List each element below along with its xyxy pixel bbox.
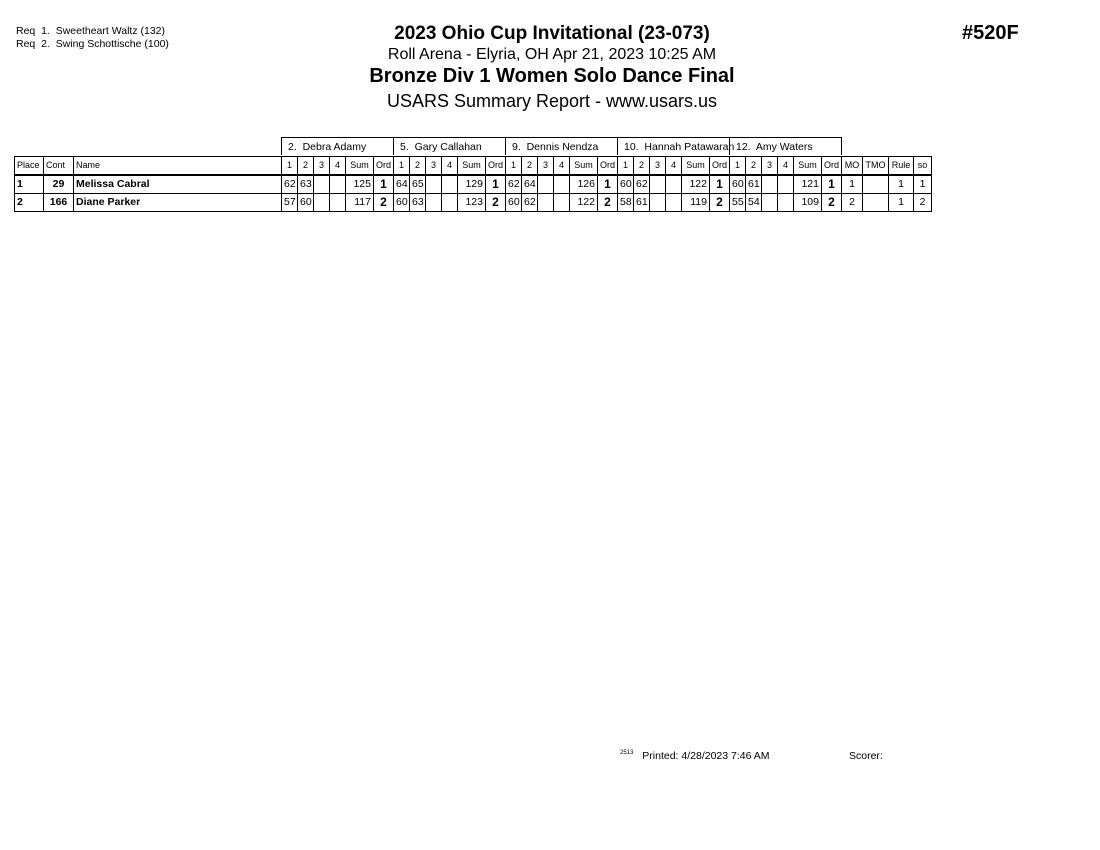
score-cell: 54 — [746, 194, 762, 212]
column-header-judge-sub: 4 — [554, 157, 570, 176]
column-header-judge-sub: 2 — [298, 157, 314, 176]
column-header-judge-sub: 4 — [778, 157, 794, 176]
column-header-judge-sub: Ord — [822, 157, 842, 176]
column-header-judge-sub: 3 — [762, 157, 778, 176]
score-cell — [538, 194, 554, 212]
scorer-label: Scorer: — [849, 750, 883, 762]
score-cell: 64 — [394, 175, 410, 194]
judge-name-header: 5. Gary Callahan — [393, 137, 506, 155]
mo-cell: 2 — [842, 194, 863, 212]
requirement-item: Req 2. Swing Schottische (100) — [16, 38, 169, 50]
column-header-tmo: TMO — [863, 157, 889, 176]
score-cell — [666, 194, 682, 212]
ordinal-cell: 1 — [822, 175, 842, 194]
column-header-judge-sub: Sum — [458, 157, 486, 176]
score-cell — [330, 175, 346, 194]
place-cell: 1 — [15, 175, 44, 194]
column-header-rule: Rule — [889, 157, 914, 176]
name-cell: Diane Parker — [74, 194, 282, 212]
score-cell: 63 — [298, 175, 314, 194]
column-header-judge-sub: 2 — [634, 157, 650, 176]
requirement-item: Req 1. Sweetheart Waltz (132) — [16, 25, 166, 37]
score-cell — [650, 175, 666, 194]
report-title: USARS Summary Report - www.usars.us — [386, 91, 718, 111]
score-cell: 65 — [410, 175, 426, 194]
column-header-judge-sub: 4 — [442, 157, 458, 176]
event-number: #520F — [962, 22, 1019, 44]
sum-cell: 126 — [570, 175, 598, 194]
column-header-judge-sub: Sum — [794, 157, 822, 176]
column-header-judge-sub: 1 — [282, 157, 298, 176]
column-header-judge-sub: 1 — [730, 157, 746, 176]
printed-footer — [620, 750, 770, 762]
ordinal-cell: 1 — [710, 175, 730, 194]
score-cell: 60 — [298, 194, 314, 212]
mo-cell: 1 — [842, 175, 863, 194]
ordinal-cell: 2 — [374, 194, 394, 212]
tmo-cell — [863, 194, 889, 212]
column-header-judge-sub: 4 — [330, 157, 346, 176]
score-cell — [778, 175, 794, 194]
rule-cell: 1 — [889, 175, 914, 194]
score-cell — [442, 194, 458, 212]
column-header-so: so — [914, 157, 932, 176]
table-row — [15, 194, 932, 212]
cont-cell: 166 — [44, 194, 74, 212]
score-cell — [426, 175, 442, 194]
score-cell: 62 — [522, 194, 538, 212]
score-cell: 63 — [410, 194, 426, 212]
score-cell: 60 — [506, 194, 522, 212]
ordinal-cell: 1 — [598, 175, 618, 194]
column-header-judge-sub: 2 — [410, 157, 426, 176]
score-cell: 58 — [618, 194, 634, 212]
score-cell: 55 — [730, 194, 746, 212]
score-cell: 62 — [506, 175, 522, 194]
column-header-judge-sub: Ord — [486, 157, 506, 176]
column-header-judge-sub: Ord — [710, 157, 730, 176]
column-header-name: Name — [74, 157, 282, 176]
column-header-row — [15, 157, 932, 176]
footer-code: 2513 — [620, 750, 634, 756]
score-cell — [314, 194, 330, 212]
judge-name-header: 2. Debra Adamy — [281, 137, 394, 155]
column-header-judge-sub: 3 — [650, 157, 666, 176]
ordinal-cell: 2 — [822, 194, 842, 212]
column-header-judge-sub: Sum — [346, 157, 374, 176]
column-header-judge-sub: 2 — [746, 157, 762, 176]
column-header-judge-sub: 2 — [522, 157, 538, 176]
score-cell: 57 — [282, 194, 298, 212]
score-cell — [666, 175, 682, 194]
column-header-cont: Cont — [44, 157, 74, 176]
rule-cell: 1 — [889, 194, 914, 212]
column-header-place: Place — [15, 157, 44, 176]
score-cell — [538, 175, 554, 194]
score-cell — [762, 175, 778, 194]
score-cell: 60 — [730, 175, 746, 194]
score-cell: 60 — [394, 194, 410, 212]
column-header-judge-sub: 3 — [538, 157, 554, 176]
column-header-judge-sub: Sum — [570, 157, 598, 176]
sum-cell: 129 — [458, 175, 486, 194]
score-cell — [442, 175, 458, 194]
score-cell — [330, 194, 346, 212]
column-header-judge-sub: 4 — [666, 157, 682, 176]
column-header-judge-sub: 3 — [426, 157, 442, 176]
ordinal-cell: 1 — [374, 175, 394, 194]
score-cell: 61 — [746, 175, 762, 194]
judge-name-header: 12. Amy Waters — [729, 137, 842, 155]
competition-title: 2023 Ohio Cup Invitational (23-073) — [394, 23, 710, 44]
score-cell: 61 — [634, 194, 650, 212]
so-cell: 1 — [914, 175, 932, 194]
score-cell — [426, 194, 442, 212]
score-cell — [650, 194, 666, 212]
event-title: Bronze Div 1 Women Solo Dance Final — [369, 65, 735, 87]
score-cell — [778, 194, 794, 212]
column-header-judge-sub: Ord — [374, 157, 394, 176]
cont-cell: 29 — [44, 175, 74, 194]
tmo-cell — [863, 175, 889, 194]
score-cell: 60 — [618, 175, 634, 194]
score-cell — [554, 194, 570, 212]
venue-date: Roll Arena - Elyria, OH Apr 21, 2023 10:25 AM — [387, 46, 717, 63]
ordinal-cell: 1 — [486, 175, 506, 194]
judge-name-header: 10. Hannah Patawaran — [617, 137, 730, 155]
printed-date: Printed: 4/28/2023 7:46 AM — [642, 750, 770, 762]
sum-cell: 123 — [458, 194, 486, 212]
judge-name-header: 9. Dennis Nendza — [505, 137, 618, 155]
column-header-judge-sub: 1 — [394, 157, 410, 176]
score-cell: 62 — [282, 175, 298, 194]
ordinal-cell: 2 — [486, 194, 506, 212]
score-cell — [762, 194, 778, 212]
column-header-judge-sub: 1 — [506, 157, 522, 176]
sum-cell: 109 — [794, 194, 822, 212]
sum-cell: 117 — [346, 194, 374, 212]
score-cell: 62 — [634, 175, 650, 194]
so-cell: 2 — [914, 194, 932, 212]
score-cell: 64 — [522, 175, 538, 194]
column-header-judge-sub: 1 — [618, 157, 634, 176]
report-header — [300, 22, 804, 113]
sum-cell: 125 — [346, 175, 374, 194]
sum-cell: 122 — [570, 194, 598, 212]
column-header-judge-sub: Sum — [682, 157, 710, 176]
score-cell — [554, 175, 570, 194]
place-cell: 2 — [15, 194, 44, 212]
column-header-judge-sub: Ord — [598, 157, 618, 176]
ordinal-cell: 2 — [710, 194, 730, 212]
sum-cell: 119 — [682, 194, 710, 212]
sum-cell: 122 — [682, 175, 710, 194]
score-cell — [314, 175, 330, 194]
table-row — [15, 175, 932, 194]
ordinal-cell: 2 — [598, 194, 618, 212]
column-header-mo: MO — [842, 157, 863, 176]
name-cell: Melissa Cabral — [74, 175, 282, 194]
results-table — [14, 156, 932, 212]
column-header-judge-sub: 3 — [314, 157, 330, 176]
requirements-list — [16, 25, 169, 51]
sum-cell: 121 — [794, 175, 822, 194]
